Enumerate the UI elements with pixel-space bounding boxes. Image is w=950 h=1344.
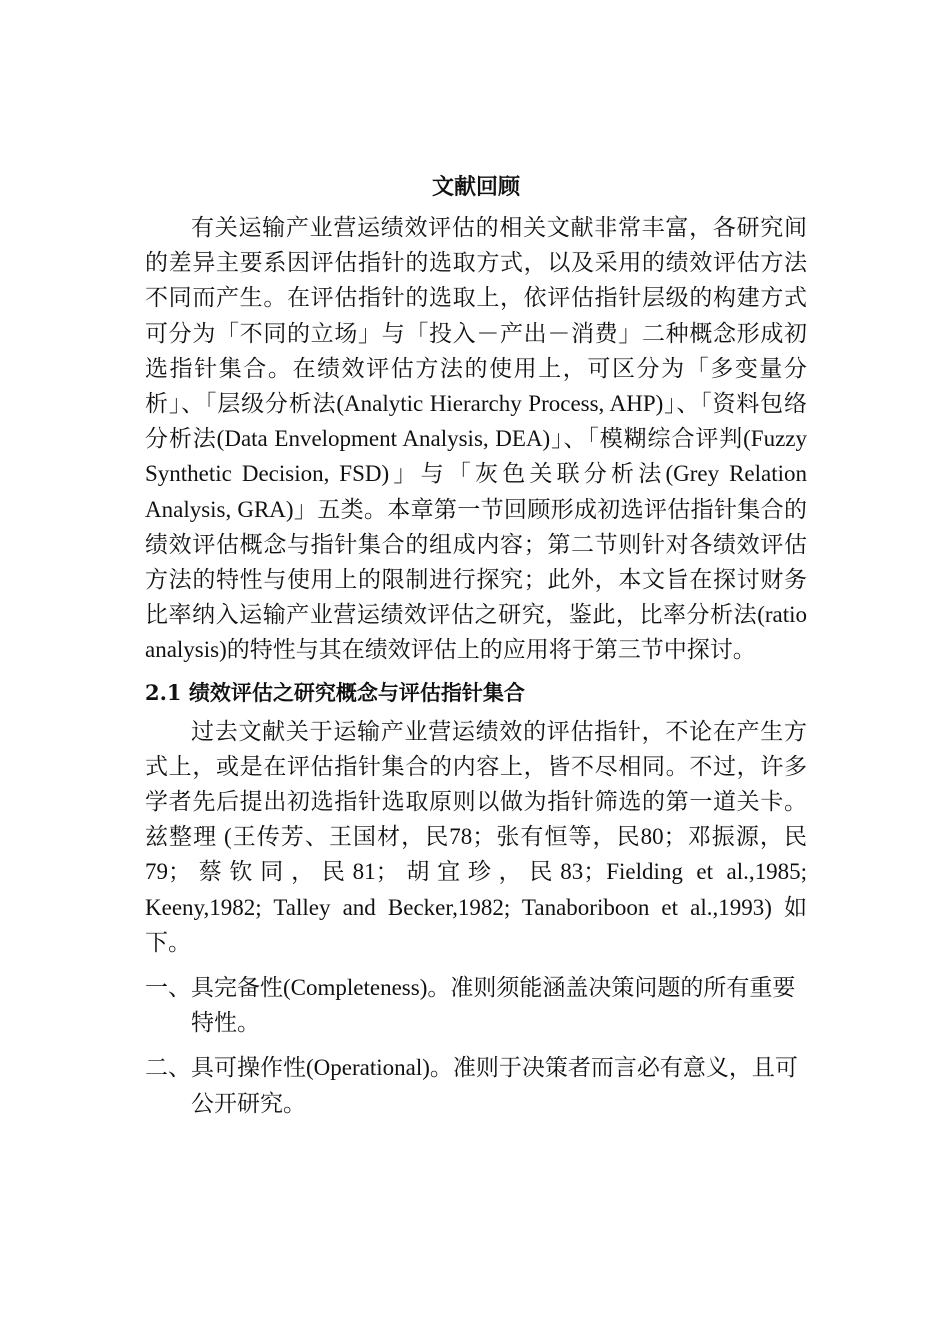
list-item: 二、具可操作性(Operational)。准则于决策者而言必有意义，且可公开研究。 [145,1055,798,1116]
list-item: 一、具完备性(Completeness)。准则须能涵盖决策问题的所有重要特性。 [145,975,796,1036]
section-heading: 2.1 绩效评估之研究概念与评估指针集合 [145,679,525,705]
criteria-list [145,970,807,1121]
document-title: 文献回顾 [431,174,520,200]
section-paragraph: 过去文献关于运输产业营运绩效的评估指针，不论在产生方式上，或是在评估指针集合的内容上，皆不尽相同。不过，许多学者先后提出初选指针选取原则以做为指针筛选的第一道关卡。兹整理 (王传芳、王国材，民78；张有恒等，民80；邓振源，民79；蔡钦同，民81；胡宜珍，民83；Fielding et al.,1985; Keeny,1982; Talley and Becker,1982; Tanaboriboon et al.,1993) 如下。 [145,718,807,955]
document-page [145,170,807,1131]
intro-paragraph: 有关运输产业营运绩效评估的相关文献非常丰富，各研究间的差异主要系因评估指针的选取方式，以及采用的绩效评估方法不同而产生。在评估指针的选取上，依评估指针层级的构建方式可分为「不同的立场」与「投入－产出－消费」二种概念形成初选指针集合。在绩效评估方法的使用上，可区分为「多变量分析」、「层级分析法(Analytic Hierarchy Process, AHP)」、「资料包络分析法(Data Envelopment Analysis, DEA)」、「模糊综合评判(Fuzzy Synthetic Decision, FSD)」与「灰色关联分析法(Grey Relation Analysis, GRA)」五类。本章第一节回顾形成初选评估指针集合的绩效评估概念与指针集合的组成内容；第二节则针对各绩效评估方法的特性与使用上的限制进行探究；此外，本文旨在探讨财务比率纳入运输产业营运绩效评估之研究，鉴此，比率分析法(ratio analysis)的特性与其在绩效评估上的应用将于第三节中探讨。 [145,215,807,663]
